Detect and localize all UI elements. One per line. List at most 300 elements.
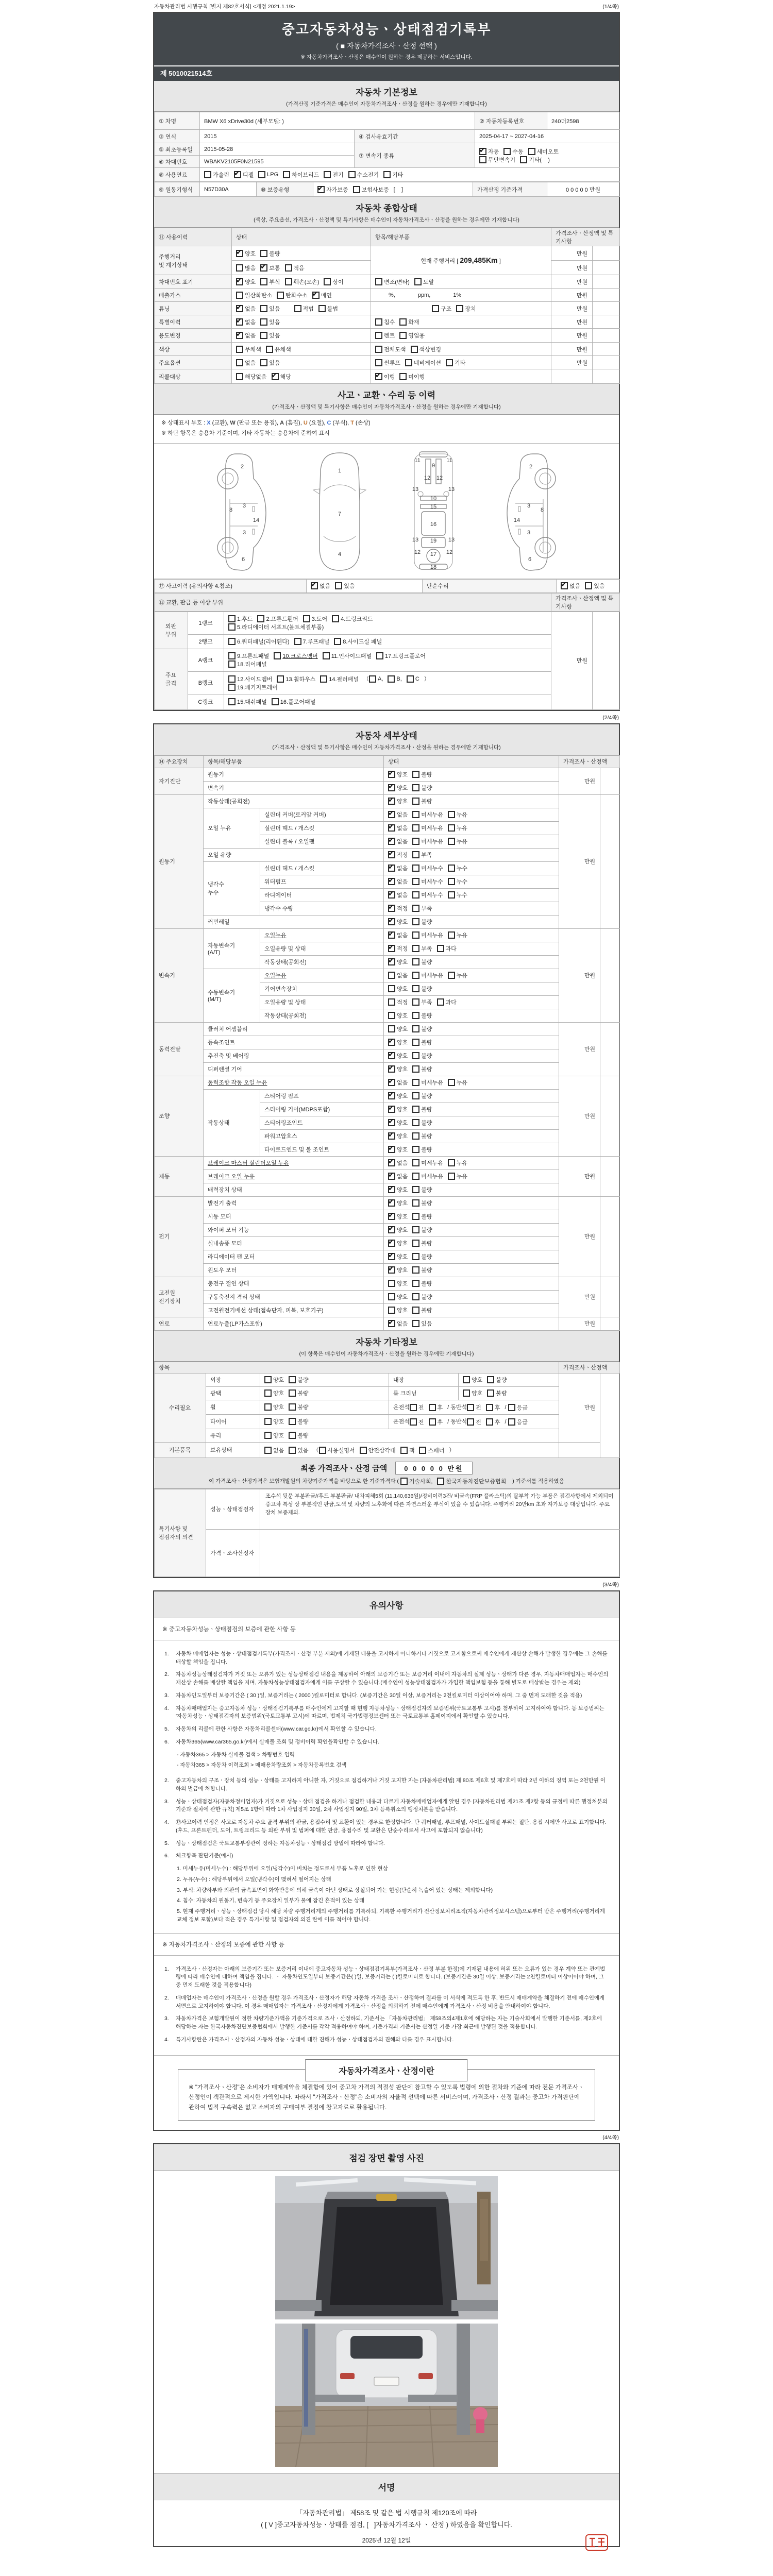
checkbox-option: [448, 824, 467, 832]
checkbox-label: 미세누유: [421, 1160, 443, 1167]
label: / 동반석: [447, 1418, 467, 1425]
diagram-part-number: 1: [338, 467, 342, 474]
checkbox-option: [228, 615, 253, 623]
cell: [232, 246, 371, 261]
label: (부식),: [331, 420, 351, 426]
blank-cell: [600, 768, 620, 794]
checkbox-label: 5.라디에이터 서포트(볼트체결부품): [237, 624, 324, 631]
checkbox-checked-icon: [388, 1253, 395, 1260]
cell: [459, 1373, 559, 1386]
cell: ⑦ 변속기 종류: [355, 143, 475, 168]
checkbox-label: 10.크로스멤버: [282, 653, 318, 660]
checkbox-option: [375, 372, 395, 381]
checkbox-label: 누유: [456, 1080, 468, 1087]
item-label: 스티어링조인트: [260, 1116, 384, 1129]
checkbox-checked-icon: [375, 373, 382, 380]
device-label: 고전원 전기장치: [155, 1277, 204, 1317]
cell: [260, 1529, 620, 1577]
checkbox-label: 불량: [297, 1419, 309, 1426]
checkbox-option: [388, 1226, 408, 1234]
diagram-part-number: 6: [528, 556, 532, 563]
checkbox-label: 누유: [456, 973, 468, 979]
checkbox-option: [412, 1132, 432, 1140]
checkbox-icon: [289, 1376, 296, 1383]
checkbox-icon: [236, 359, 243, 366]
cell: [232, 289, 371, 302]
checkbox-label: 미세누유: [421, 1080, 443, 1087]
checkbox-icon: [412, 1012, 419, 1019]
notice-item: [164, 1671, 609, 1687]
checkbox-option: [277, 291, 308, 299]
section-title: 자동차 세부상태: [356, 731, 417, 741]
checkbox-label: 양호: [397, 1281, 408, 1287]
checkbox-label: 없음: [320, 583, 331, 590]
checkbox-checked-icon: [388, 1226, 395, 1233]
cell: 특별이력: [155, 315, 232, 329]
checkbox-label: 전체도색: [384, 346, 406, 353]
checkbox-option: [272, 698, 315, 706]
checkbox-icon: [260, 278, 267, 285]
checkbox-label: 양호: [397, 1187, 408, 1194]
state-options: [384, 1129, 559, 1143]
notice-section-2-title: ※ 자동차가격조사ㆍ산정의 보증에 관한 사항 등: [154, 1934, 619, 1956]
state-options: [384, 1236, 559, 1250]
checkbox-icon: [410, 1404, 417, 1411]
checkbox-label: 누유: [456, 1160, 468, 1167]
checkbox-option: [414, 278, 434, 286]
checkbox-option: [486, 1418, 500, 1426]
notice-item: [164, 1852, 609, 1860]
checkbox-label: 미세누유: [421, 933, 443, 939]
checkbox-icon: [503, 148, 511, 155]
checkbox-icon: [448, 972, 455, 979]
checkbox-label: 사용설명서: [327, 1447, 355, 1454]
notice-subitem: 5. 현재 주행거리ㆍ성능ㆍ상태점검 당시 해당 차량 주행거리계의 주행거리를 기록하되, 기록한 주행거리가 전산정보처리조직(자동차관리정보시스템)으로부터 받은 주행거리(주행거리계 교체 정보 포함)보다 적은 경우 특기사항 및 점검자의 의견 란에 이를 적어야 합니다.: [177, 1908, 605, 1923]
detail-state-header: [154, 724, 619, 755]
checkbox-option: [463, 1389, 482, 1397]
state-options: [384, 861, 559, 875]
checkbox-icon: [429, 1418, 436, 1426]
checkbox-label: 있음: [269, 360, 280, 366]
checkbox-label: 있음: [421, 1321, 432, 1328]
device-label: 변속기: [155, 928, 204, 1022]
subgroup-label: 자동변속기 (A/T): [204, 928, 260, 969]
cell: 만원: [551, 289, 593, 302]
blank-cell: [600, 928, 620, 1022]
notice-text: 자동차매매업자는 중고자동차 성능ㆍ상태점검기록부를 매수인에게 고지할 때 현행 자동차성능ㆍ상태점검자의 보증범위(국토교통부 고시)를 첨부하여 고지하여야 합니다. 동 보증범위는 '자동차성능ㆍ상태점검자의 보증범위'(국토교통부 고시)에 따르며, 법제처 국가법령정보센터 또는 국토교통부 홈페이지에서 확인할 수 있습니다.: [176, 1705, 604, 1720]
checkbox-option: [348, 171, 379, 179]
checkbox-option: [388, 944, 408, 953]
checkbox-checked-icon: [388, 905, 395, 912]
other-info-header: [154, 1331, 619, 1362]
checkbox-label: 양호: [273, 1419, 284, 1426]
item-label: 실린더 블록 / 오일팬: [260, 835, 384, 848]
checkbox-label: 누수: [456, 879, 468, 886]
notice-list-ab: [154, 1640, 619, 1934]
checkbox-checked-icon: [388, 824, 395, 832]
checkbox-label: 13.휠하우스: [285, 676, 316, 683]
notice-list-a: [164, 1650, 609, 1770]
checkbox-option: [388, 1052, 408, 1060]
checkbox-icon: [585, 582, 592, 589]
checkbox-label: 없음: [397, 892, 408, 899]
checkbox-label: 양호: [397, 1013, 408, 1020]
cell: ① 차명: [155, 112, 200, 130]
checkbox-label: 네비게이션: [413, 360, 442, 366]
checkbox-option: [429, 1403, 443, 1412]
checkbox-checked-icon: [388, 1266, 395, 1274]
diagram-part-number: 6: [241, 556, 245, 563]
checkbox-icon: [412, 878, 419, 885]
diagram-part-number: 4: [338, 551, 342, 557]
checkbox-label: 불량: [421, 1053, 432, 1060]
checkbox-option: [412, 770, 432, 778]
checkbox-icon: [448, 1159, 455, 1166]
item-label: 동력조향 작동 오일 누유: [204, 1076, 384, 1089]
other-info-table: [154, 1362, 620, 1458]
checkbox-icon: [323, 652, 330, 659]
device-label: 원동기: [155, 794, 204, 928]
checkbox-option: [228, 623, 324, 631]
price-survey-box-title: 자동차가격조사ㆍ산정이란: [305, 2059, 467, 2081]
checkbox-option: [236, 291, 272, 299]
state-code: U: [303, 420, 308, 426]
checkbox-label: 양호: [397, 1254, 408, 1261]
checkbox-icon: [448, 811, 455, 818]
cell: 2랭크: [188, 634, 224, 649]
inspection-photo-2: [275, 2324, 498, 2467]
checkbox-option: [289, 1389, 308, 1397]
label: ）: [424, 675, 430, 682]
form-note-row: [153, 2, 620, 12]
sign-line-1: 「자동차관리법」 제58조 및 같은 법 시행규칙 제120조에 따라: [296, 2509, 477, 2517]
checkbox-option: [487, 1389, 507, 1397]
cell: 리콜대상: [155, 369, 232, 384]
checkbox-icon: [264, 1389, 272, 1397]
checkbox-option: [388, 1011, 408, 1020]
cell: 2015-05-28: [200, 143, 355, 156]
notice-text: 중고자동차의 구조ㆍ장치 등의 성능ㆍ상태를 고지하지 아니한 자, 거짓으로 점검하거나 거짓 고지한 자는 [자동차관리법] 제 80조 제6호 및 제7호에 따라 2년 이하의 징역 또는 2천만원 이하의 벌금에 처합니다.: [176, 1777, 606, 1792]
checkbox-option: [412, 1025, 432, 1033]
checkbox-icon: [272, 698, 279, 705]
checkbox-label: 전: [476, 1404, 481, 1411]
item-label: 실린더 커버(로커암 커버): [260, 808, 384, 821]
accident-legend: [154, 415, 619, 444]
checkbox-label: 없음: [245, 319, 256, 326]
checkbox-option: [388, 1065, 408, 1073]
checkbox-label: 불량: [421, 1187, 432, 1194]
checkbox-icon: [412, 824, 419, 832]
checkbox-label: 이행: [384, 374, 395, 380]
checkbox-label: 양호: [273, 1377, 284, 1384]
checkbox-icon: [260, 359, 267, 366]
checkbox-option: [272, 372, 291, 381]
basic-info-header: [154, 81, 619, 112]
accident-history-header: [154, 384, 619, 415]
checkbox-icon: [388, 1012, 395, 1019]
checkbox-icon: [432, 305, 439, 312]
checkbox-option: [388, 1319, 408, 1328]
checkbox-icon: [486, 1418, 493, 1426]
checkbox-icon: [412, 998, 419, 1006]
item-label: 브레이크 오일 누유: [204, 1170, 384, 1183]
checkbox-icon: [228, 675, 236, 683]
checkbox-option: [369, 675, 383, 683]
notice-text: 자동차인도일부터 보증기간은 ( 30 )일, 보증거리는 ( 2000 )킬로미터로 합니다. (보증기간은 30일 이상, 보증거리는 2천킬로미터 이상이어야 하며, 그 중 먼저 도래한 것을 적용): [176, 1692, 582, 1699]
checkbox-option: [260, 278, 280, 286]
checkbox-icon: [528, 148, 535, 155]
checkbox-label: 양호: [397, 919, 408, 926]
checkbox-icon: [448, 1079, 455, 1086]
state-options: [384, 821, 559, 835]
state-options: [384, 1223, 559, 1236]
checkbox-icon: [448, 824, 455, 832]
checkbox-option: [412, 1266, 432, 1274]
item-label: 작동상태(공회전): [260, 1009, 384, 1022]
checkbox-option: [274, 652, 317, 660]
blank-cell: [600, 1196, 620, 1277]
checkbox-icon: [319, 1447, 326, 1454]
state-options: [384, 1196, 559, 1210]
checkbox-label: 전기: [332, 172, 344, 178]
checkbox-label: LPG: [267, 172, 279, 178]
checkbox-label: 없음: [397, 839, 408, 845]
checkbox-icon: [283, 171, 290, 178]
checkbox-icon: [412, 838, 419, 845]
checkbox-label: 불량: [269, 250, 280, 257]
checkbox-option: [236, 372, 267, 381]
checkbox-icon: [360, 1447, 367, 1454]
checkbox-icon: [448, 878, 455, 885]
checkbox-icon: [467, 1404, 474, 1411]
cell: 가격조사ㆍ산정액: [559, 755, 620, 768]
checkbox-icon: [264, 1432, 272, 1439]
checkbox-icon: [324, 278, 331, 285]
detail-state-table: [154, 755, 620, 1331]
checkbox-option: [388, 1159, 408, 1167]
cell: 가격조사ㆍ산정액: [559, 1362, 620, 1373]
checkbox-label: 있음: [269, 319, 280, 326]
state-options: [384, 1089, 559, 1103]
cell: [224, 671, 551, 694]
checkbox-option: [412, 1118, 432, 1127]
checkbox-option: [486, 1403, 500, 1412]
checkbox-option: [375, 345, 406, 353]
checkbox-option: [332, 615, 373, 623]
cell: ⑬ 교환, 판금 등 이상 부위: [155, 593, 551, 611]
cell: 타이어: [206, 1414, 260, 1429]
price-cell: 만원: [559, 1277, 600, 1317]
checkbox-icon: [264, 1403, 272, 1411]
document: [153, 0, 620, 2547]
checkbox-label: 미이행: [408, 374, 425, 380]
checkbox-icon: [266, 346, 273, 353]
checkbox-icon: [412, 1186, 419, 1193]
checkbox-label: 잭: [409, 1447, 415, 1454]
checkbox-label: 양호: [273, 1433, 284, 1439]
checkbox-icon: [412, 784, 419, 791]
checkbox-label: 불량: [421, 1254, 432, 1261]
checkbox-option: [375, 331, 395, 340]
checkbox-option: [412, 1319, 432, 1328]
state-options: [384, 1143, 559, 1156]
item-label: 오일 유량: [204, 848, 384, 861]
diagram-part-number: 14: [253, 517, 260, 523]
overall-state-table: [154, 228, 619, 384]
diagram-part-number: 12: [436, 474, 443, 481]
state-options: [384, 1250, 559, 1263]
cell: [260, 1373, 389, 1386]
checkbox-option: [561, 582, 580, 590]
checkbox-option: [412, 1038, 432, 1046]
cell: [475, 143, 620, 168]
checkbox-option: [388, 1132, 408, 1140]
checkbox-checked-icon: [388, 851, 395, 858]
checkbox-label: 불량: [421, 1214, 432, 1221]
checkbox-label: 불량: [496, 1377, 507, 1384]
diagram-part-number: 14: [513, 517, 520, 523]
checkbox-label: 렌트: [384, 333, 395, 339]
checkbox-icon: [277, 292, 284, 299]
checkbox-label: 기타( ): [529, 157, 550, 163]
checkbox-label: 11.인사이드패널: [331, 653, 372, 660]
checkbox-label: 한국자동차진단보증협회: [446, 1478, 507, 1485]
cell: 조수석 뒷문 부분판금//후드 부분판금/ 내차피해5회 (11,140,636원)/정비이력3건/ 비금속(FRP 플라스틱)의 탈부착 가능 부품은 점검사항에서 제외되며 중고차 특성 상 부분적인 판금,도색 및 차량의 노후화에 따른 자연스러운 부식이 있을 수 있습니다. 주행거리 20만km 초과 자가보증 대상입니다. 주요장치 보증제외.: [260, 1489, 620, 1529]
section-subtitle: (이 항목은 매수인이 자동차가격조사ㆍ산정을 원하는 경우에만 기재합니다): [299, 1350, 474, 1357]
notice-number: 1.: [164, 1650, 169, 1657]
cell: [371, 246, 551, 275]
state-options: [384, 969, 559, 982]
checkbox-option: [388, 1293, 408, 1301]
cell: 수리필요: [155, 1373, 206, 1442]
checkbox-label: 적법: [303, 306, 314, 312]
checkbox-option: [388, 1306, 408, 1314]
checkbox-option: [257, 615, 298, 623]
checkbox-checked-icon: [388, 1146, 395, 1153]
checkbox-icon: [412, 1092, 419, 1099]
title-block: [154, 13, 619, 65]
notice-number: 2.: [164, 1994, 169, 2001]
checkbox-label: 미세누수: [421, 892, 443, 899]
checkbox-label: 미세누수: [421, 879, 443, 886]
checkbox-label: 훼손(오손): [293, 279, 320, 285]
notice-subitem: 4. 침수: 자동차의 원동기, 변속기 등 주요장치 일부가 물에 잠긴 흔적이 있는 상태: [177, 1897, 365, 1904]
checkbox-icon: [412, 1293, 419, 1300]
checkbox-label: 양호: [397, 959, 408, 966]
state-code-legend: [161, 418, 612, 429]
cell: [371, 315, 551, 329]
label: (손상): [354, 420, 371, 426]
checkbox-icon: [289, 1432, 296, 1439]
checkbox-checked-icon: [260, 264, 267, 272]
checkbox-option: [228, 652, 269, 660]
cell: [389, 1400, 559, 1414]
checkbox-label: 양호: [397, 1227, 408, 1234]
checkbox-option: [520, 156, 550, 164]
checkbox-option: [412, 824, 443, 832]
document-subtitle: ( ■ 자동차가격조사ㆍ산정 선택 ): [336, 42, 437, 50]
checkbox-option: [405, 359, 441, 367]
checkbox-option: [429, 1418, 443, 1426]
notice-subitem: 1. 미세누유(미세누수) : 해당부위에 오일(냉각수)이 비치는 정도로서 부품 노후로 인한 현상: [177, 1866, 388, 1872]
checkbox-icon: [332, 615, 339, 622]
item-label: 커먼레일: [204, 915, 384, 928]
checkbox-option: [228, 698, 267, 706]
item-label: 오일누유: [260, 969, 384, 982]
checkbox-option: [260, 249, 280, 258]
notice-text: 자동차 매매업자는 성능ㆍ상태점검기록부(가격조사ㆍ산정 부분 제외)에 기재된 내용을 고지하지 아니하거나 거짓으로 고지함으로써 매수인에게 재산상 손해가 발생한 경우에는 그 손해를 배상할 책임을 집니다.: [176, 1650, 608, 1665]
cell: ⑫ 사고이력 (유의사항 4.참조): [155, 579, 307, 592]
checkbox-checked-icon: [479, 148, 486, 155]
checkbox-option: [388, 918, 408, 926]
checkbox-icon: [412, 811, 419, 818]
checkbox-icon: [375, 278, 382, 285]
checkbox-label: 불량: [421, 1200, 432, 1207]
car-diagram-underbody: [400, 450, 467, 573]
checkbox-label: 양호: [397, 1040, 408, 1046]
cell: 용도변경: [155, 329, 232, 343]
page-marker-1: (1/4쪽): [602, 4, 619, 10]
cell: 내장: [389, 1373, 459, 1386]
state-options: [384, 995, 559, 1009]
checkbox-checked-icon: [388, 931, 395, 939]
checkbox-icon: [303, 615, 310, 622]
checkbox-icon: [486, 1404, 493, 1411]
checkbox-option: [388, 1078, 408, 1087]
checkbox-label: 응급: [516, 1404, 528, 1411]
checkbox-option: [448, 864, 467, 872]
checkbox-label: 불량: [421, 1308, 432, 1314]
item-label: 워터펌프: [260, 875, 384, 888]
checkbox-option: [236, 264, 256, 272]
notice-number: 4.: [164, 1705, 169, 1711]
diagram-part-number: 3: [242, 502, 246, 509]
checkbox-icon: [429, 1404, 436, 1411]
checkbox-icon: [388, 1293, 395, 1300]
notice-number: 5.: [164, 1840, 169, 1846]
page-2: [153, 723, 620, 1578]
checkbox-option: [412, 1306, 432, 1314]
blank-cell: [600, 1022, 620, 1076]
checkbox-option: [448, 1078, 467, 1087]
checkbox-label: 적정: [397, 946, 408, 953]
cell: 만원: [551, 356, 593, 369]
diagram-part-number: 3: [527, 502, 531, 509]
checkbox-label: 후: [494, 1404, 500, 1411]
diagram-part-number: 18: [430, 564, 437, 570]
checkbox-label: 불량: [421, 959, 432, 966]
state-options: [384, 1062, 559, 1076]
cell: 항목: [155, 1362, 559, 1373]
checkbox-icon: [400, 1447, 408, 1454]
page-marker-2: (2/4쪽): [602, 714, 619, 721]
checkbox-checked-icon: [388, 1092, 395, 1099]
item-label: 고전원전기배선 상태(접속단자, 피복, 보호기구): [204, 1303, 384, 1317]
checkbox-icon: [258, 171, 265, 178]
state-options: [384, 1076, 559, 1089]
checkbox-label: 없음: [397, 1321, 408, 1328]
checkbox-option: [264, 1403, 284, 1411]
checkbox-icon: [412, 931, 419, 939]
state-code: A: [280, 420, 284, 426]
checkbox-checked-icon: [388, 1199, 395, 1207]
notice-number: 5.: [164, 1726, 169, 1733]
subgroup-label: 오일 누유: [204, 808, 260, 848]
checkbox-label: 구조: [441, 306, 452, 312]
checkbox-label: 있음: [344, 583, 355, 590]
diagram-part-number: 2: [240, 463, 244, 470]
cell: 배출가스: [155, 289, 232, 302]
